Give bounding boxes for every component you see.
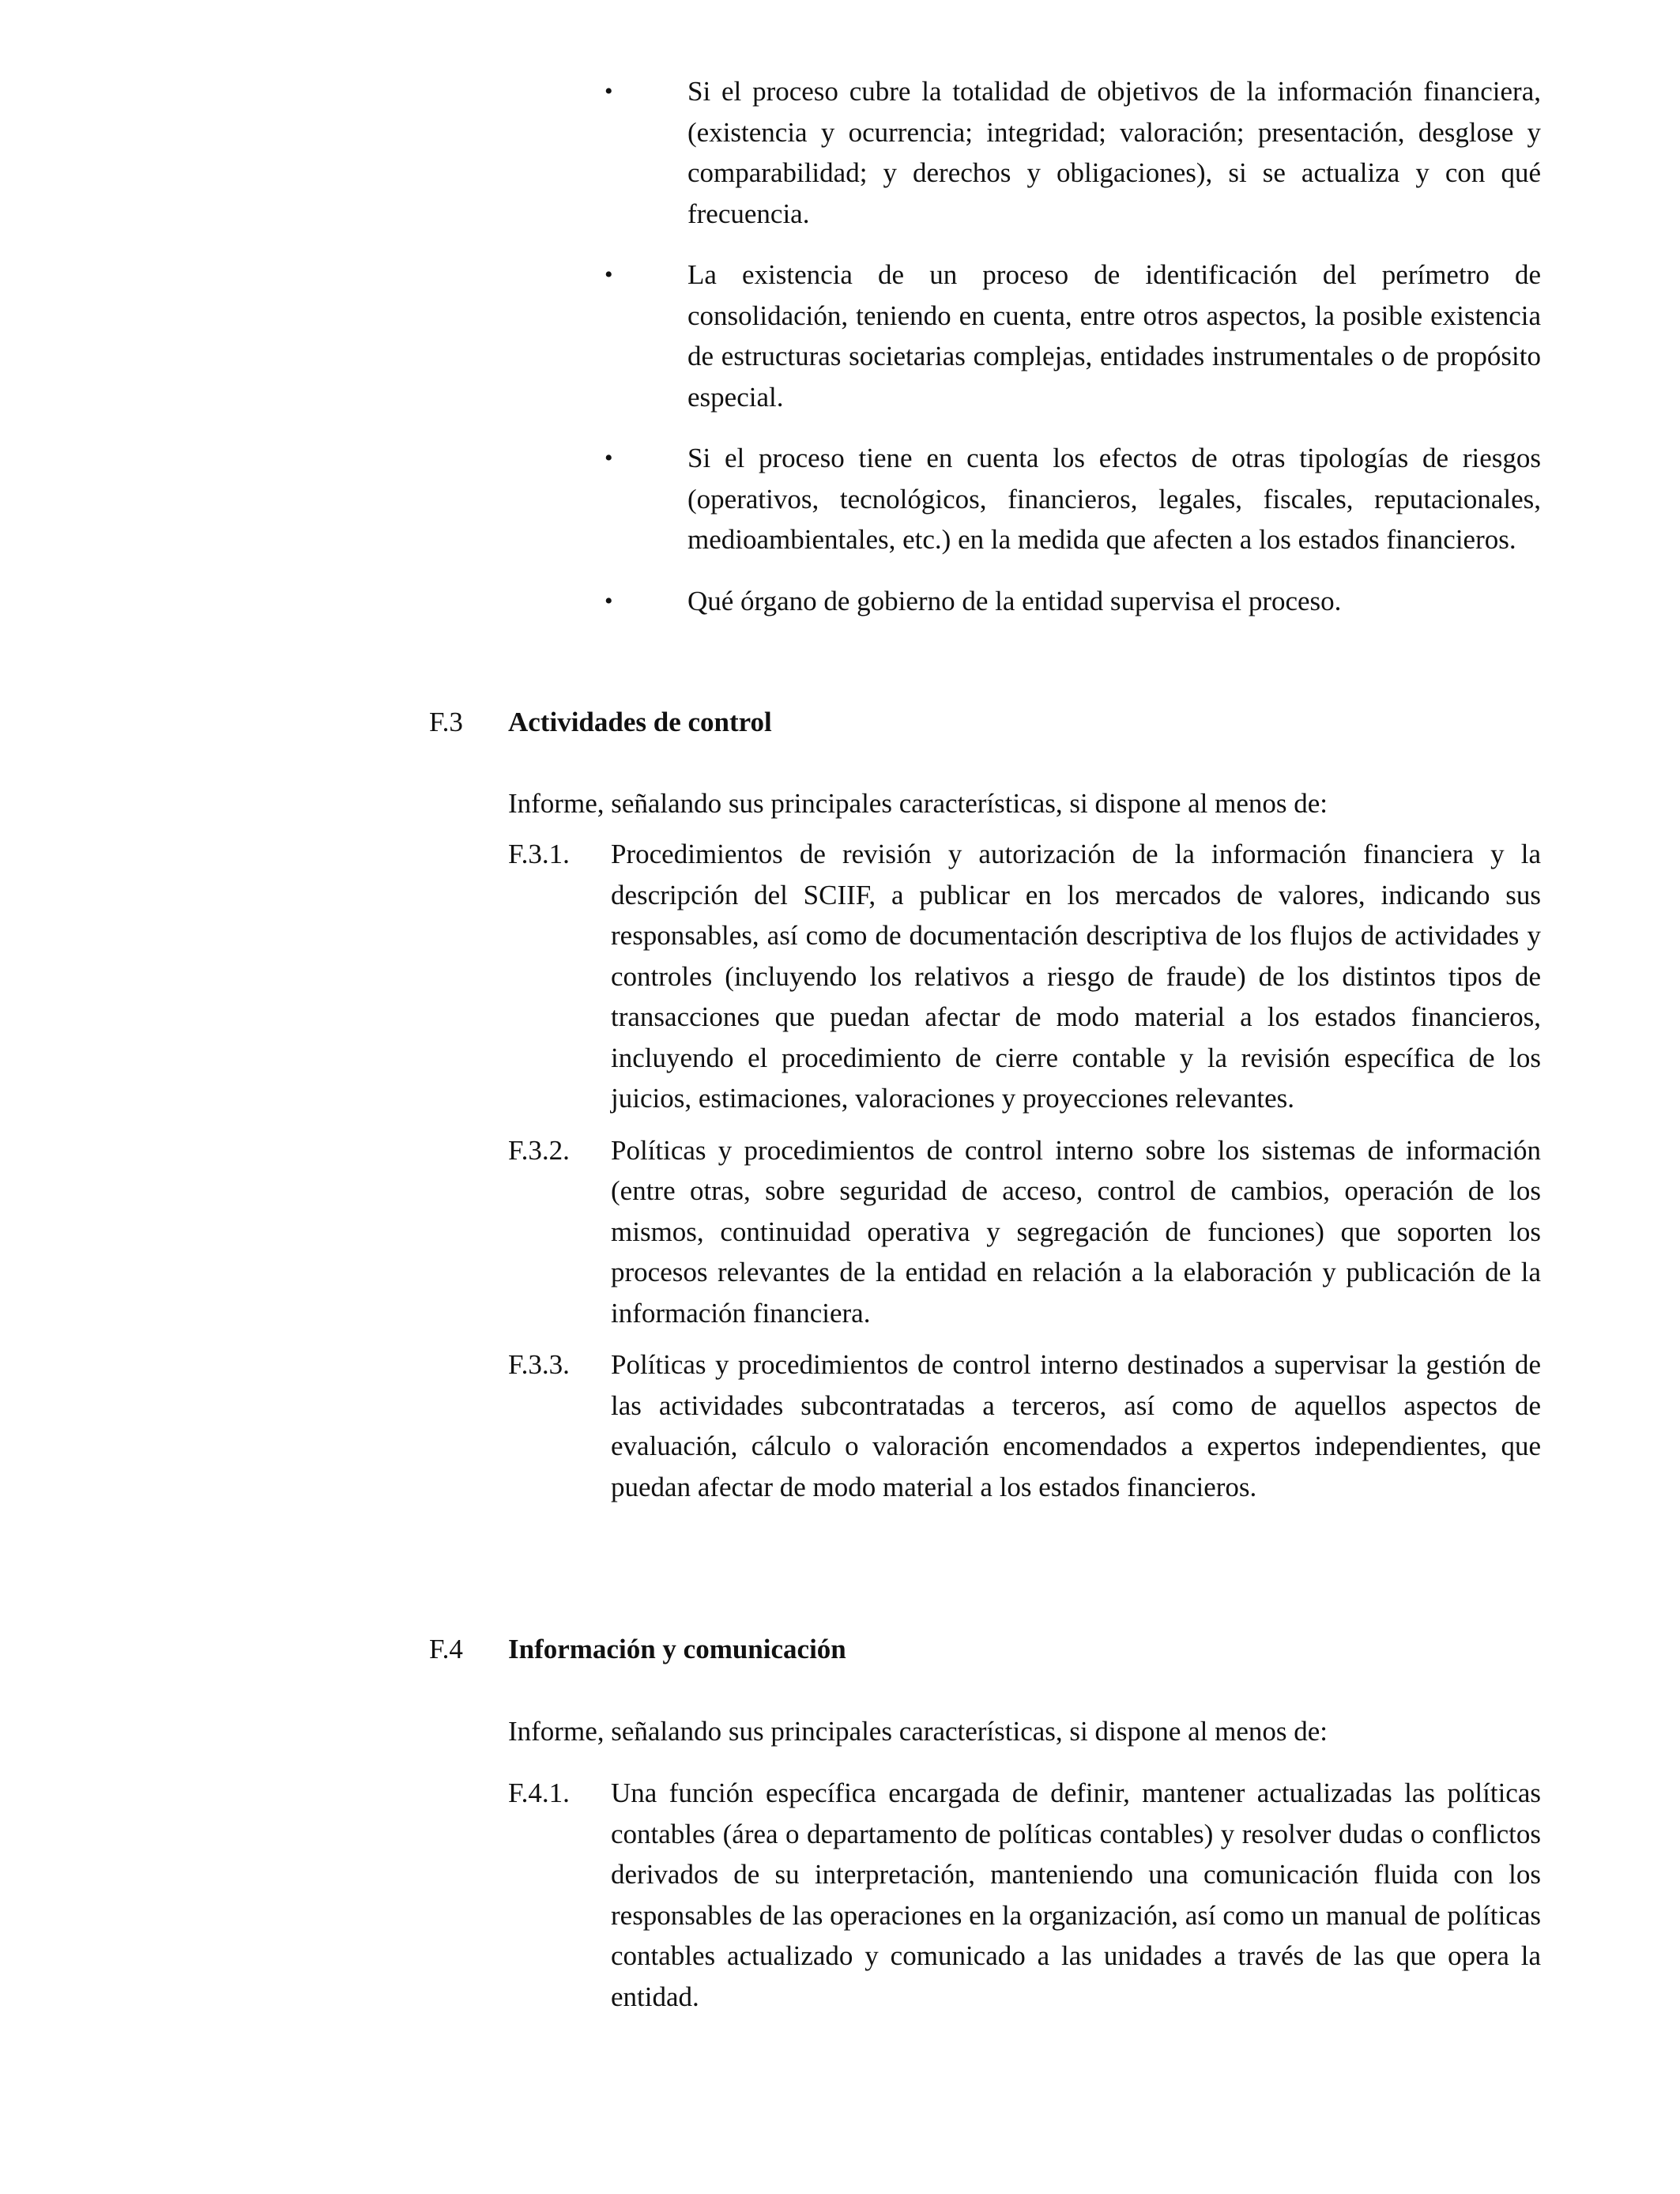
subsection-list-f3 bbox=[508, 834, 1541, 1518]
subsection-item bbox=[508, 1344, 1541, 1507]
subsection-list-f4 bbox=[508, 1773, 1541, 2028]
bullet-text: Si el proceso tiene en cuenta los efectos de otras tipologías de riesgos (operativos, tecnológicos, financieros, legales, fiscales, reputacionales, medioambientales, etc.) en la medida que afecten a los estados financieros. bbox=[687, 443, 1541, 555]
subsection-text: Políticas y procedimientos de control interno destinados a supervisar la gestión de las actividades subcontratadas a terceros, así como de aquellos aspectos de evaluación, cálculo o valoración encomendados a expertos independientes, que puedan afectar de modo material a los estados financieros. bbox=[611, 1349, 1541, 1502]
bullet-text: La existencia de un proceso de identificación del perímetro de consolidación, teniendo en cuenta, entre otros aspectos, la posible existencia de estructuras societarias complejas, entidades instrumentales o de propósito especial. bbox=[687, 259, 1541, 413]
subsection-number: F.3.2. bbox=[508, 1134, 570, 1166]
bullet-icon: • bbox=[605, 78, 613, 104]
section-number: F.3 bbox=[429, 707, 463, 737]
bullet-item bbox=[605, 581, 1541, 622]
bullet-text: Qué órgano de gobierno de la entidad supervisa el proceso. bbox=[687, 585, 1342, 616]
subsection-text: Una función específica encargada de definir, mantener actualizadas las políticas contables (área o departamento de políticas contables) y resolver dudas o conflictos derivados de su interpretación, manteniendo una comunicación fluida con los responsables de las operaciones en la organización, así como un manual de políticas contables actualizado y comunicado a las unidades a través de las que opera la entidad. bbox=[611, 1777, 1541, 2012]
bullet-item bbox=[605, 438, 1541, 560]
section-number: F.4 bbox=[429, 1634, 463, 1664]
subsection-item bbox=[508, 834, 1541, 1119]
subsection-item bbox=[508, 1773, 1541, 2017]
subsection-number: F.3.3. bbox=[508, 1349, 570, 1380]
bullet-list bbox=[605, 71, 1541, 642]
section-title: Información y comunicación bbox=[508, 1634, 846, 1664]
bullet-icon: • bbox=[605, 587, 613, 614]
section-intro-f4: Informe, señalando sus principales características, si dispone al menos de: bbox=[508, 1716, 1328, 1747]
bullet-icon: • bbox=[605, 445, 613, 471]
bullet-text: Si el proceso cubre la totalidad de objetivos de la información financiera, (existencia y ocurrencia; integridad; valoración; presentación, desglose y comparabilidad; y derechos y obligaciones), si se actualiza y con qué frecuencia. bbox=[687, 76, 1541, 229]
section-heading-f4 bbox=[429, 1629, 1541, 1670]
subsection-item bbox=[508, 1130, 1541, 1334]
section-heading-f3 bbox=[429, 702, 1541, 743]
subsection-text: Procedimientos de revisión y autorización de la información financiera y la descripción del SCIIF, a publicar en los mercados de valores, indicando sus responsables, así como de documentación descriptiva de los flujos de actividades y controles (incluyendo los relativos a riesgo de fraude) de los distintos tipos de transacciones que puedan afectar de modo material a los estados financieros, incluyendo el procedimiento de cierre contable y la revisión específica de los juicios, estimaciones, valoraciones y proyecciones relevantes. bbox=[611, 839, 1541, 1114]
bullet-icon: • bbox=[605, 262, 613, 288]
subsection-number: F.4.1. bbox=[508, 1777, 570, 1808]
section-intro-f3: Informe, señalando sus principales características, si dispone al menos de: bbox=[508, 788, 1328, 819]
section-title: Actividades de control bbox=[508, 707, 772, 737]
bullet-item bbox=[605, 71, 1541, 234]
subsection-number: F.3.1. bbox=[508, 839, 570, 869]
subsection-text: Políticas y procedimientos de control interno sobre los sistemas de información (entre otras, sobre seguridad de acceso, control de cambios, operación de los mismos, continuidad operativa y segregación de funciones) que soporten los procesos relevantes de la entidad en relación a la elaboración y publicación de la información financiera. bbox=[611, 1134, 1541, 1329]
bullet-item bbox=[605, 254, 1541, 417]
